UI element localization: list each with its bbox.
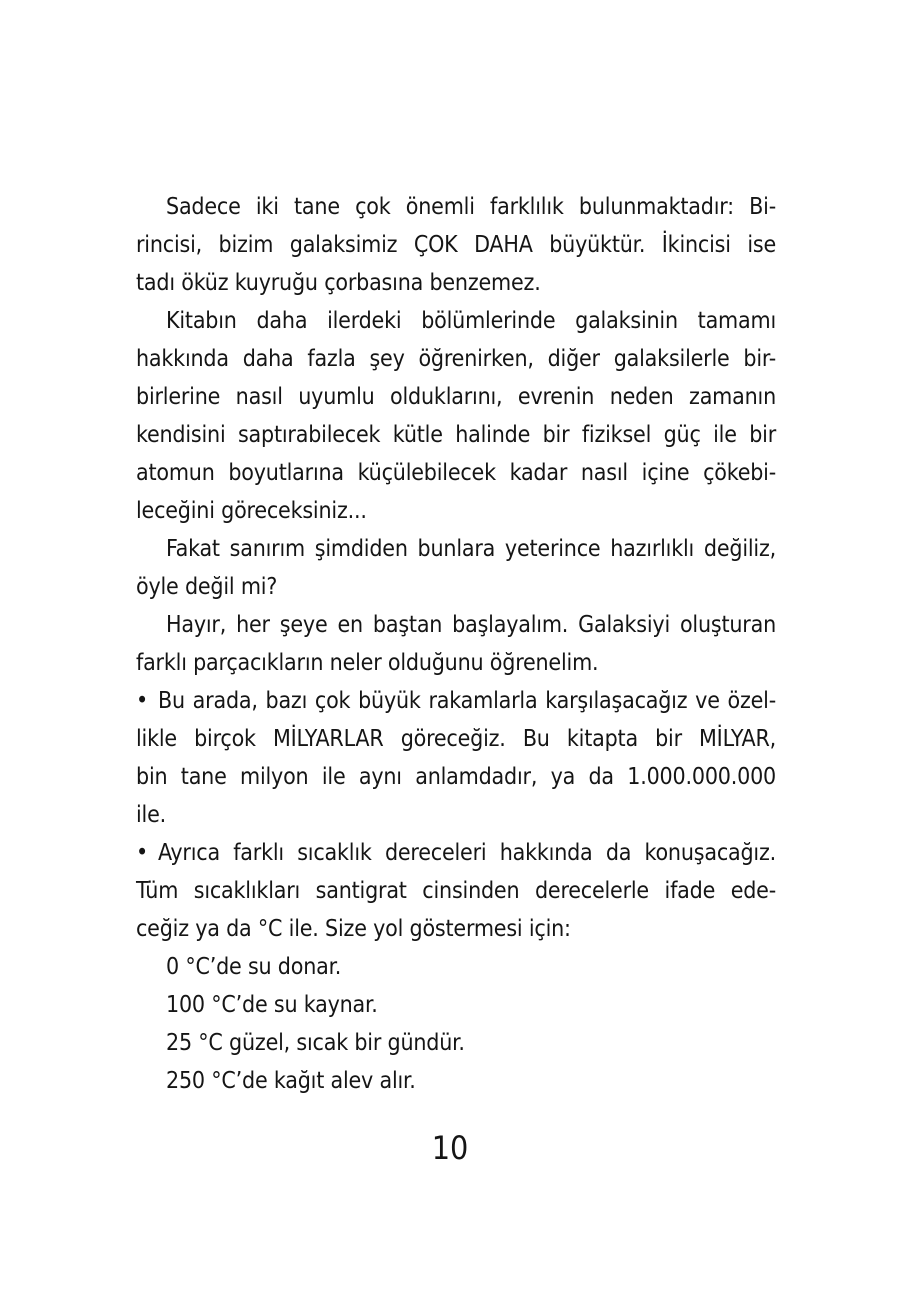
text-line: farklı parçacıkların neler olduğunu öğrenelim. (136, 650, 599, 676)
text-line (136, 834, 776, 872)
text-line: birlerine nasıl uyumlu olduklarını, evrenin neden zamanın (136, 384, 776, 410)
list-item: 0 °C’de su donar. (166, 954, 342, 980)
text-line: likle birçok MİLYARLAR göreceğiz. Bu kitapta bir MİLYAR, (136, 726, 776, 752)
page-body (136, 188, 776, 1100)
bullet-marker: • (136, 688, 149, 714)
text-line: leceğini göreceksiniz... (136, 498, 367, 524)
bullet-text: Bu arada, bazı çok büyük rakamlarla karşılaşacağız ve özel- (158, 688, 776, 714)
paragraph (136, 530, 776, 606)
bullet-paragraph (136, 834, 776, 948)
text-line: Fakat sanırım şimdiden bunlara yeterince hazırlıklı değiliz, (166, 536, 776, 562)
page-number: 10 (431, 1129, 469, 1167)
text-line: ile. (136, 802, 167, 828)
list-item: 100 °C’de su kaynar. (166, 992, 378, 1018)
text-line: ceğiz ya da °C ile. Size yol göstermesi için: (136, 916, 571, 942)
paragraph (136, 188, 776, 302)
temperature-list (136, 948, 776, 1100)
text-line: Kitabın daha ilerdeki bölümlerinde galaksinin tamamı (166, 308, 776, 334)
text-line: Tüm sıcaklıkları santigrat cinsinden derecelerle ifade ede- (136, 878, 776, 904)
text-line: hakkında daha fazla şey öğrenirken, diğer galaksilerle bir- (136, 346, 776, 372)
text-line: kendisini saptırabilecek kütle halinde bir fiziksel güç ile bir (136, 422, 776, 448)
paragraph (136, 302, 776, 530)
paragraph (136, 606, 776, 682)
bullet-paragraph (136, 682, 776, 834)
bullet-text: Ayrıca farklı sıcaklık dereceleri hakkında da konuşacağız. (158, 840, 776, 866)
text-line: öyle değil mi? (136, 574, 278, 600)
text-line: Hayır, her şeye en baştan başlayalım. Galaksiyi oluşturan (166, 612, 776, 638)
text-line: rincisi, bizim galaksimiz ÇOK DAHA büyüktür. İkincisi ise (136, 232, 776, 258)
text-line: bin tane milyon ile aynı anlamdadır, ya da 1.000.000.000 (136, 764, 776, 790)
text-line: tadı öküz kuyruğu çorbasına benzemez. (136, 270, 541, 296)
text-line: atomun boyutlarına küçülebilecek kadar nasıl içine çökebi- (136, 460, 776, 486)
text-line (136, 682, 776, 720)
list-item: 250 °C’de kağıt alev alır. (166, 1068, 416, 1094)
bullet-marker: • (136, 840, 149, 866)
text-line: Sadece iki tane çok önemli farklılık bulunmaktadır: Bi- (166, 194, 776, 220)
list-item: 25 °C güzel, sıcak bir gündür. (166, 1030, 465, 1056)
